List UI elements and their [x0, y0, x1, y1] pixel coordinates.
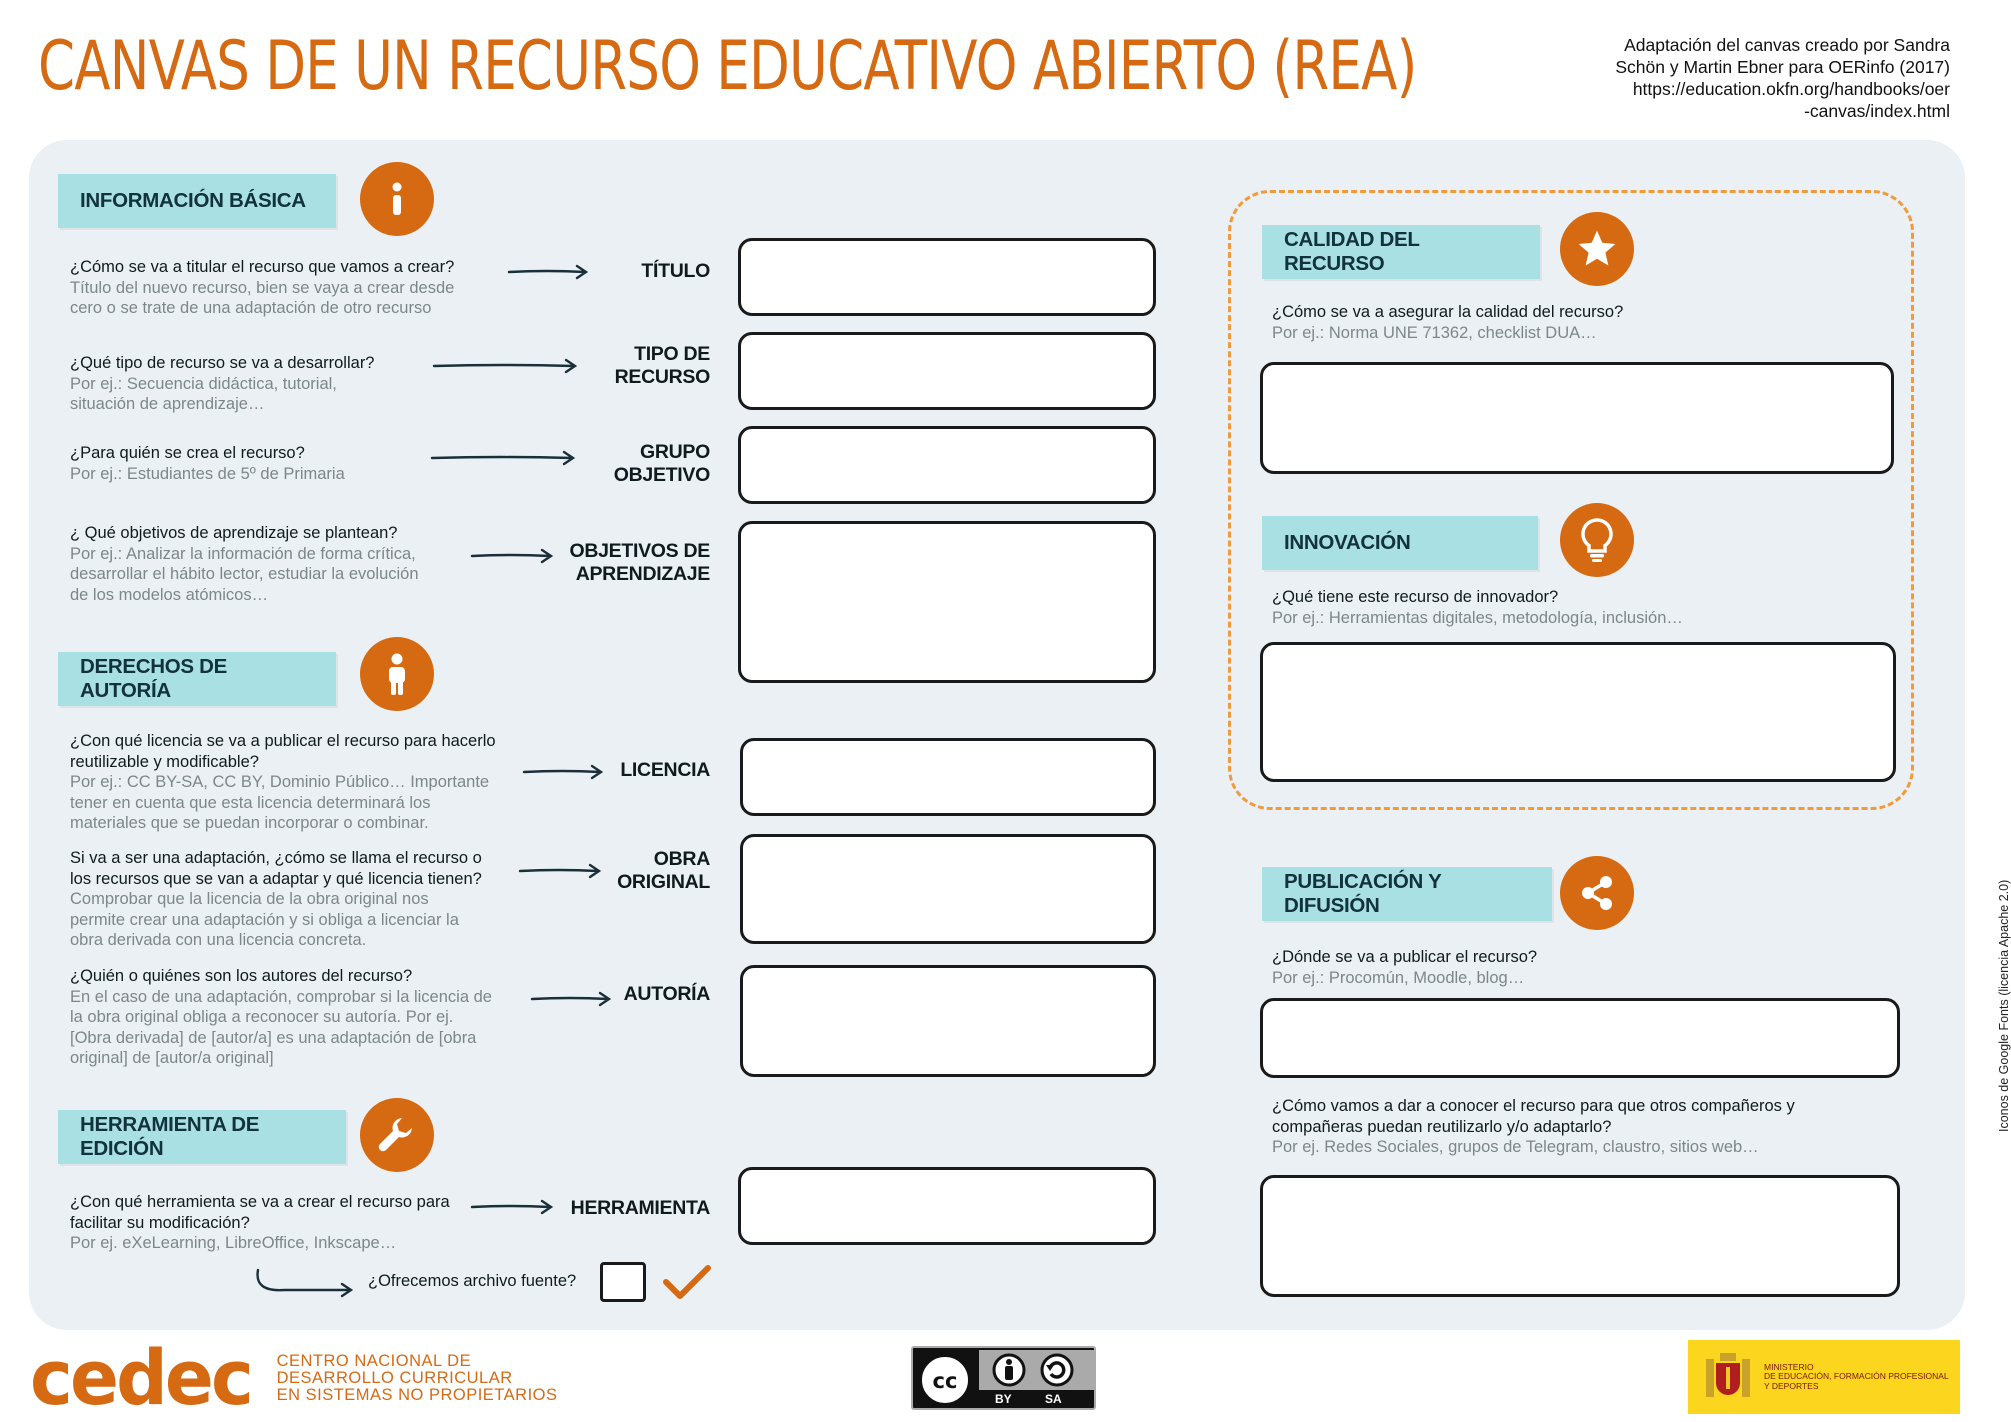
question-grupo — [70, 443, 470, 484]
label-tipo — [560, 343, 710, 389]
attribution-note — [1570, 34, 1950, 122]
section-tag-innovation: INNOVACIÓN — [1262, 516, 1538, 570]
hint-text: Por ej.: Analizar la información de forma crítica, — [70, 544, 416, 563]
question-text: ¿ Qué objetivos de aprendizaje se plantean? — [70, 524, 398, 542]
star-icon — [1560, 212, 1634, 286]
section-tag-quality: CALIDAD DEL RECURSO — [1262, 225, 1540, 279]
question-text: ¿Para quién se crea el recurso? — [70, 444, 305, 462]
ministerio-name — [1764, 1363, 1949, 1392]
cedec-subtitle — [277, 1353, 558, 1404]
objetivos-input-box[interactable] — [738, 521, 1156, 683]
label-grupo — [560, 441, 710, 487]
by-icon — [991, 1352, 1027, 1388]
question-text: ¿Dónde se va a publicar el recurso? — [1272, 948, 1538, 966]
hint-text: Por ej. Redes Sociales, grupos de Telegram, claustro, sitios web… — [1272, 1138, 1759, 1156]
hint-text: la obra original obliga a reconocer su autoría. Por ej. — [70, 1008, 454, 1026]
info-icon — [360, 162, 434, 236]
hint-text: desarrollar el hábito lector, estudiar la evolución — [70, 565, 419, 583]
share-icon — [1560, 856, 1634, 930]
section-tag-rights: DERECHOS DE AUTORÍA — [58, 652, 336, 706]
question-text: facilitar su modificación? — [70, 1213, 250, 1232]
licencia-input-box[interactable] — [740, 738, 1156, 816]
question-text: ¿Con qué herramienta se va a crear el recurso para — [70, 1193, 450, 1211]
hint-text: Por ej. eXeLearning, LibreOffice, Inkscape… — [70, 1234, 397, 1252]
label-line: RECURSO — [614, 366, 710, 388]
curved-arrow-icon — [254, 1268, 362, 1302]
hint-text: [Obra derivada] de [autor/a] es una adaptación de [obra — [70, 1028, 477, 1047]
arrow-icon — [470, 1200, 554, 1214]
label-objetivos — [560, 540, 710, 586]
question-publish — [1272, 947, 1892, 988]
innovation-input-box[interactable] — [1260, 642, 1896, 782]
arrow-icon — [432, 359, 578, 373]
section-tag-basic-info: INFORMACIÓN BÁSICA — [58, 174, 336, 228]
cedec-subtitle-line: EN SISTEMAS NO PROPIETARIOS — [276, 1385, 558, 1404]
question-text: ¿Qué tipo de recurso se va a desarrollar? — [70, 354, 375, 372]
hint-text: situación de aprendizaje… — [70, 395, 265, 413]
grupo-input-box[interactable] — [738, 426, 1156, 504]
cedec-wordmark: cedec — [30, 1333, 251, 1422]
ministerio-line: Y DEPORTES — [1764, 1380, 1819, 1391]
sa-label: SA — [1045, 1392, 1062, 1406]
question-titulo — [70, 257, 510, 319]
question-text: reutilizable y modificable? — [70, 752, 259, 771]
question-herramienta — [70, 1192, 490, 1254]
cedec-subtitle-line: DESARROLLO CURRICULAR — [276, 1368, 513, 1387]
hint-text: permite crear una adaptación y si obliga a licenciar la — [70, 910, 459, 929]
attribution-line: Schön y Martin Ebner para OERinfo (2017) — [1615, 57, 1950, 77]
ministerio-line: MINISTERIO — [1764, 1361, 1814, 1372]
hint-text: Por ej.: Norma UNE 71362, checklist DUA… — [1272, 323, 1597, 342]
tipo-input-box[interactable] — [738, 332, 1156, 410]
question-text: Si va a ser una adaptación, ¿cómo se llama el recurso o — [70, 849, 482, 867]
question-text: ¿Cómo se va a asegurar la calidad del recurso? — [1272, 303, 1624, 321]
page-title: CANVAS DE UN RECURSO EDUCATIVO ABIERTO (REA) — [38, 27, 1417, 106]
hint-text: Comprobar que la licencia de la obra original nos — [70, 890, 429, 908]
quality-input-box[interactable] — [1260, 362, 1894, 474]
cc-by-sa-badge[interactable] — [911, 1346, 1096, 1410]
hint-text: En el caso de una adaptación, comprobar si la licencia de — [70, 987, 492, 1006]
hint-text: materiales que se puedan incorporar o combinar. — [70, 814, 429, 832]
label-obra — [560, 848, 710, 894]
hint-text: Por ej.: Herramientas digitales, metodología, inclusión… — [1272, 608, 1683, 627]
question-spread — [1272, 1096, 1912, 1158]
hint-text: Por ej.: CC BY-SA, CC BY, Dominio Público… Importante — [70, 773, 490, 791]
hint-text: Título del nuevo recurso, bien se vaya a crear desde — [70, 278, 455, 297]
hint-text: original] de [autor/a original] — [70, 1049, 274, 1067]
check-icon — [662, 1262, 712, 1302]
label-autoria: AUTORÍA — [623, 983, 710, 1005]
ministerio-logo — [1688, 1340, 1960, 1414]
question-text: ¿Qué tiene este recurso de innovador? — [1272, 588, 1559, 606]
question-innovation — [1272, 587, 1892, 628]
arrow-icon — [430, 451, 576, 465]
question-licencia — [70, 731, 520, 834]
autoria-input-box[interactable] — [740, 965, 1156, 1077]
question-text: ¿Cómo vamos a dar a conocer el recurso para que otros compañeros y — [1272, 1097, 1795, 1115]
label-line: APRENDIZAJE — [575, 563, 710, 585]
label-line: OBJETIVOS DE — [569, 540, 710, 562]
question-text: ¿Cómo se va a titular el recurso que vamos a crear? — [70, 258, 455, 276]
cc-icon — [917, 1352, 973, 1408]
label-line: GRUPO — [639, 441, 710, 463]
question-objetivos — [70, 523, 500, 605]
label-herramienta: HERRAMIENTA — [570, 1197, 710, 1219]
hint-text: Por ej.: Procomún, Moodle, blog… — [1272, 968, 1525, 987]
sa-icon — [1039, 1352, 1075, 1388]
section-tag-tool: HERRAMIENTA DE EDICIÓN — [58, 1110, 346, 1164]
spread-input-box[interactable] — [1260, 1175, 1900, 1297]
label-licencia: LICENCIA — [620, 759, 710, 781]
titulo-input-box[interactable] — [738, 238, 1156, 316]
cedec-logo — [30, 1333, 558, 1422]
attribution-link[interactable]: -canvas/index.html — [1804, 101, 1950, 121]
hint-text: Por ej.: Estudiantes de 5º de Primaria — [70, 464, 345, 483]
attribution-line: Adaptación del canvas creado por Sandra — [1624, 35, 1950, 55]
label-line: OBRA — [653, 848, 710, 870]
question-tipo — [70, 353, 470, 415]
question-quality — [1272, 302, 1892, 343]
label-line: ORIGINAL — [617, 871, 710, 893]
hint-text: obra derivada con una licencia concreta. — [70, 931, 367, 949]
source-file-question: ¿Ofrecemos archivo fuente? — [368, 1272, 577, 1290]
question-text: ¿Con qué licencia se va a publicar el recurso para hacerlo — [70, 732, 496, 750]
wrench-icon — [360, 1098, 434, 1172]
question-text: compañeras puedan reutilizarlo y/o adaptarlo? — [1272, 1117, 1612, 1136]
hint-text: de los modelos atómicos… — [70, 585, 269, 604]
lightbulb-icon — [1560, 503, 1634, 577]
hint-text: Por ej.: Secuencia didáctica, tutorial, — [70, 374, 337, 393]
arrow-icon — [470, 549, 554, 563]
attribution-link[interactable]: https://education.okfn.org/handbooks/oer — [1632, 79, 1950, 99]
by-label: BY — [995, 1392, 1012, 1406]
cc-mark: cc — [932, 1369, 958, 1393]
label-line: OBJETIVO — [613, 464, 710, 486]
person-icon — [360, 637, 434, 711]
question-text: los recursos que se van a adaptar y qué licencia tienen? — [70, 869, 482, 888]
cedec-subtitle-line: CENTRO NACIONAL DE — [276, 1351, 472, 1370]
herramienta-input-box[interactable] — [738, 1167, 1156, 1245]
hint-text: cero o se trate de una adaptación de otro recurso — [70, 299, 432, 317]
question-autoria — [70, 966, 540, 1069]
label-line: TIPO DE — [634, 343, 710, 365]
publish-input-box[interactable] — [1260, 998, 1900, 1078]
question-text: ¿Quién o quiénes son los autores del recurso? — [70, 967, 413, 985]
icons-credit: Iconos de Google Fonts (licencia Apache 2.0) — [1997, 879, 2011, 1132]
ministerio-line: DE EDUCACIÓN, FORMACIÓN PROFESIONAL — [1764, 1371, 1949, 1382]
coat-of-arms-icon — [1700, 1349, 1756, 1405]
hint-text: tener en cuenta que esta licencia determinará los — [70, 793, 431, 812]
label-titulo: TÍTULO — [641, 260, 710, 282]
obra-input-box[interactable] — [740, 834, 1156, 944]
section-tag-publication: PUBLICACIÓN Y DIFUSIÓN — [1262, 867, 1552, 921]
source-file-checkbox[interactable] — [600, 1262, 646, 1302]
question-obra — [70, 848, 530, 951]
